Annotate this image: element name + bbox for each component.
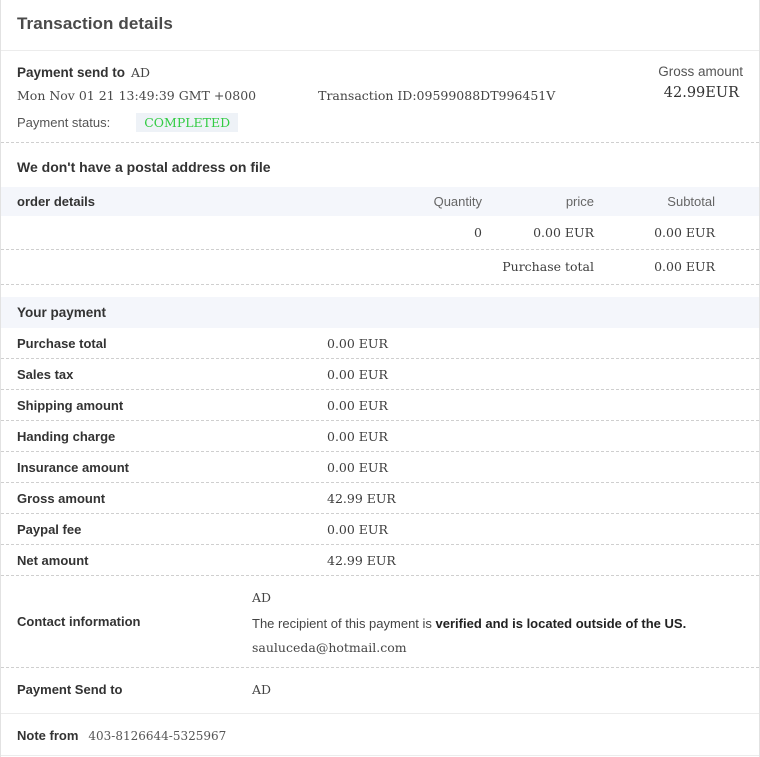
order-cell-price: 0.00 EUR — [533, 225, 594, 240]
payment-send-to-name: AD — [131, 65, 151, 80]
list-item — [1, 514, 759, 545]
transaction-id-label: Transaction ID: — [318, 88, 417, 103]
gross-amount-value: 42.99EUR — [663, 85, 739, 101]
order-total-value: 0.00 EUR — [654, 259, 715, 274]
note-section — [1, 714, 759, 756]
payment-row-value: 42.99 EUR — [327, 553, 396, 568]
list-item — [1, 545, 759, 576]
transaction-meta-row — [17, 88, 743, 103]
contact-verified-prefix: The recipient of this payment is — [252, 616, 436, 631]
order-total-spacer-2 — [347, 259, 482, 274]
payment-row-value: 0.00 EUR — [327, 522, 388, 537]
list-item — [1, 483, 759, 514]
payment-row-label: Shipping amount — [17, 398, 124, 413]
note-from-value: 403-8126644-5325967 — [88, 729, 227, 743]
payment-send-to-section — [1, 668, 759, 714]
note-from-label: Note from — [17, 728, 79, 743]
order-col-subtotal: Subtotal — [667, 194, 715, 209]
your-payment-heading: Your payment — [1, 297, 759, 328]
order-cell-quantity: 0 — [474, 225, 482, 240]
contact-verified-bold: verified and is located outside of the US. — [435, 616, 687, 631]
order-total-label: Purchase total — [502, 259, 594, 274]
payment-row-value: 42.99 EUR — [327, 491, 396, 506]
transaction-date: Mon Nov 01 21 13:49:39 GMT +0800 — [17, 88, 257, 103]
payment-row-label: Insurance amount — [17, 460, 129, 475]
contact-name: AD — [252, 590, 272, 605]
transaction-id-value: 09599088DT996451V — [416, 88, 556, 103]
order-total-spacer — [17, 259, 347, 274]
contact-information-body — [252, 590, 743, 655]
order-col-price: price — [565, 194, 594, 209]
contact-email: sauluceda@hotmail.com — [252, 640, 407, 655]
list-item — [1, 452, 759, 483]
page-header — [1, 0, 759, 51]
payment-row-label: Purchase total — [17, 336, 107, 351]
table-row — [1, 216, 759, 250]
payment-send-to-section-label: Payment Send to — [17, 682, 123, 697]
payment-status-row — [17, 113, 743, 132]
contact-verified-note — [252, 616, 743, 631]
order-purchase-total-row — [1, 250, 759, 285]
payment-row-label: Net amount — [17, 553, 89, 568]
payment-send-to-label: Payment send to — [17, 65, 126, 80]
payment-row-value: 0.00 EUR — [327, 460, 388, 475]
gross-amount-label: Gross amount — [658, 64, 743, 79]
contact-information-label: Contact information — [17, 614, 141, 629]
payment-row-label: Gross amount — [17, 491, 106, 506]
list-item — [1, 328, 759, 359]
list-item — [1, 390, 759, 421]
payment-summary — [1, 51, 759, 142]
payment-row-value: 0.00 EUR — [327, 429, 388, 444]
order-col-quantity: Quantity — [433, 194, 482, 209]
payment-row-label: Paypal fee — [17, 522, 82, 537]
payment-row-label: Handing charge — [17, 429, 116, 444]
status-badge: COMPLETED — [136, 113, 238, 132]
contact-information-section — [1, 576, 759, 668]
payment-send-to-row — [17, 65, 743, 80]
payment-status-label: Payment status: — [17, 115, 111, 130]
payment-row-label: Sales tax — [17, 367, 74, 382]
payment-row-value: 0.00 EUR — [327, 367, 388, 382]
payment-row-value: 0.00 EUR — [327, 336, 388, 351]
transaction-id-wrap — [318, 88, 555, 103]
list-item — [1, 421, 759, 452]
order-cell-subtotal: 0.00 EUR — [654, 225, 715, 240]
order-table-header — [1, 187, 759, 216]
order-col-details: order details — [17, 194, 96, 209]
order-cell-details — [17, 225, 347, 240]
list-item — [1, 359, 759, 390]
payment-send-to-section-name: AD — [252, 682, 272, 697]
payment-row-value: 0.00 EUR — [327, 398, 388, 413]
page-title: Transaction details — [17, 14, 173, 33]
postal-address-notice: We don't have a postal address on file — [17, 159, 271, 175]
